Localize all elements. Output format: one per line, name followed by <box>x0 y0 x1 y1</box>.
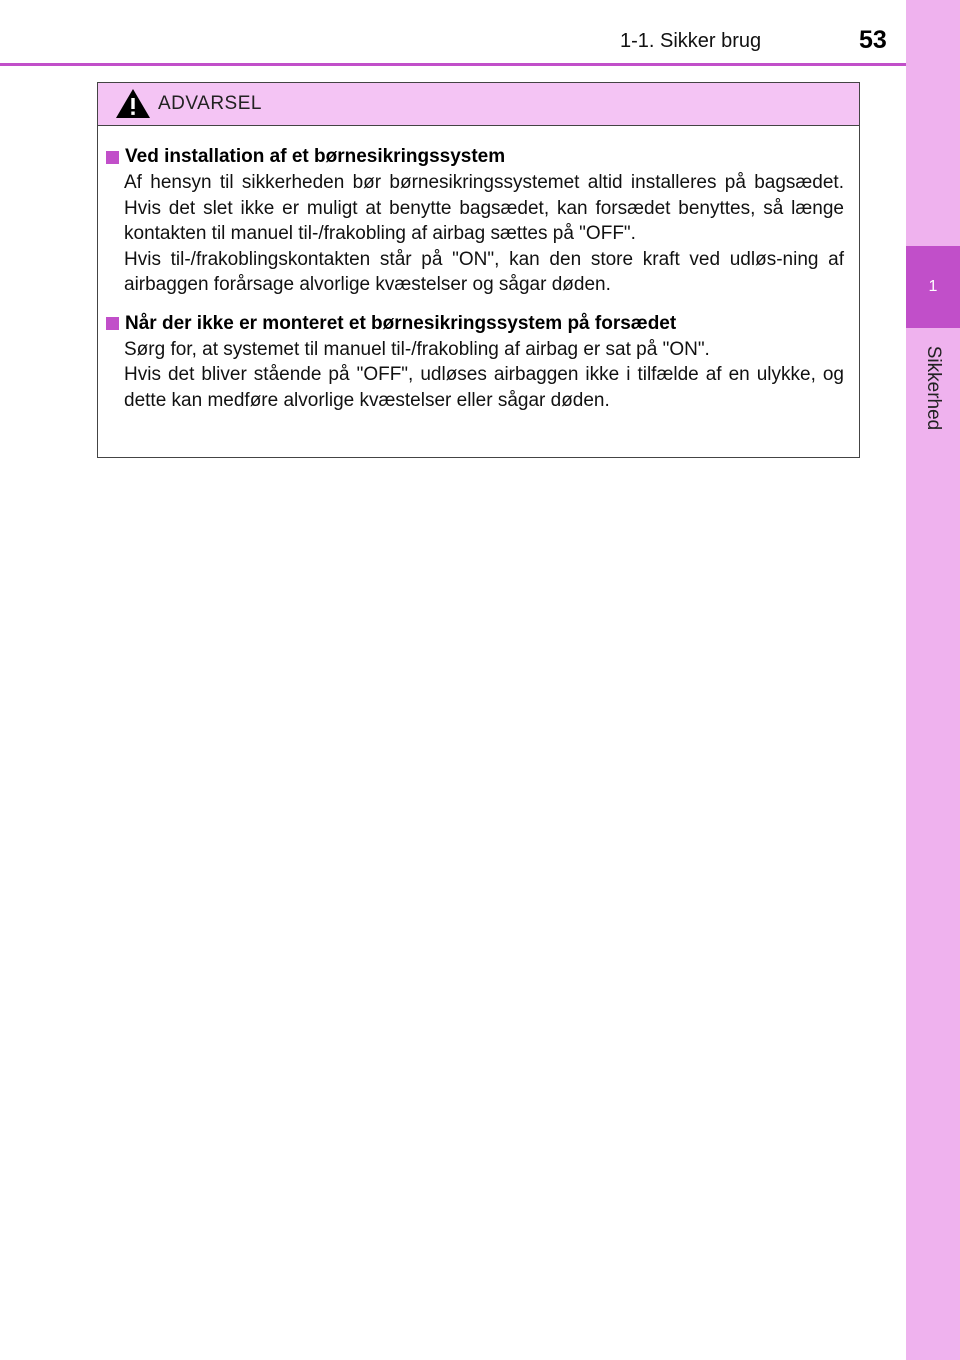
warning-body <box>98 126 859 413</box>
warning-item-heading <box>106 144 844 170</box>
chapter-tab-number[interactable]: 1 <box>906 246 960 328</box>
square-bullet-icon <box>106 317 119 330</box>
section-title: 1-1. Sikker brug <box>620 30 762 52</box>
warning-triangle-icon <box>115 88 151 119</box>
warning-title: ADVARSEL <box>158 93 262 114</box>
square-bullet-icon <box>106 151 119 164</box>
warning-item-text <box>124 337 844 414</box>
page-number: 53 <box>859 26 887 54</box>
warning-item-text <box>124 170 844 298</box>
warning-item-heading-text: Når der ikke er monteret et børnesikringssystem på forsædet <box>125 312 677 334</box>
warning-item-heading <box>106 311 844 337</box>
warning-paragraph: Hvis til-/frakoblingskontakten står på "ON", kan den store kraft ved udløs-ning af airbaggen forårsage alvorlige kvæstelser og sågar døden. <box>124 248 844 295</box>
warning-paragraph: Af hensyn til sikkerheden bør børnesikringssystemet altid installeres på bagsædet. Hvis det slet ikke er muligt at benytte bagsædet, kan forsædet benyttes, så længe kontakten til manuel til-/frakobling af airbag sættes på "OFF". <box>124 172 844 244</box>
chapter-tab-label: Sikkerhed <box>923 345 944 431</box>
warning-box <box>97 82 860 458</box>
warning-item <box>106 311 844 414</box>
warning-item-heading-text: Ved installation af et børnesikringssystem <box>125 146 506 167</box>
warning-header <box>98 83 859 126</box>
header-divider <box>0 63 906 66</box>
warning-item <box>106 144 844 298</box>
side-tab-strip <box>906 0 960 1360</box>
warning-paragraph: Sørg for, at systemet til manuel til-/frakobling af airbag er sat på "ON". <box>124 338 710 360</box>
warning-paragraph: Hvis det bliver stående på "OFF", udløses airbaggen ikke i tilfælde af en ulykke, og dette kan medføre alvorlige kvæstelser eller sågar døden. <box>124 364 844 411</box>
